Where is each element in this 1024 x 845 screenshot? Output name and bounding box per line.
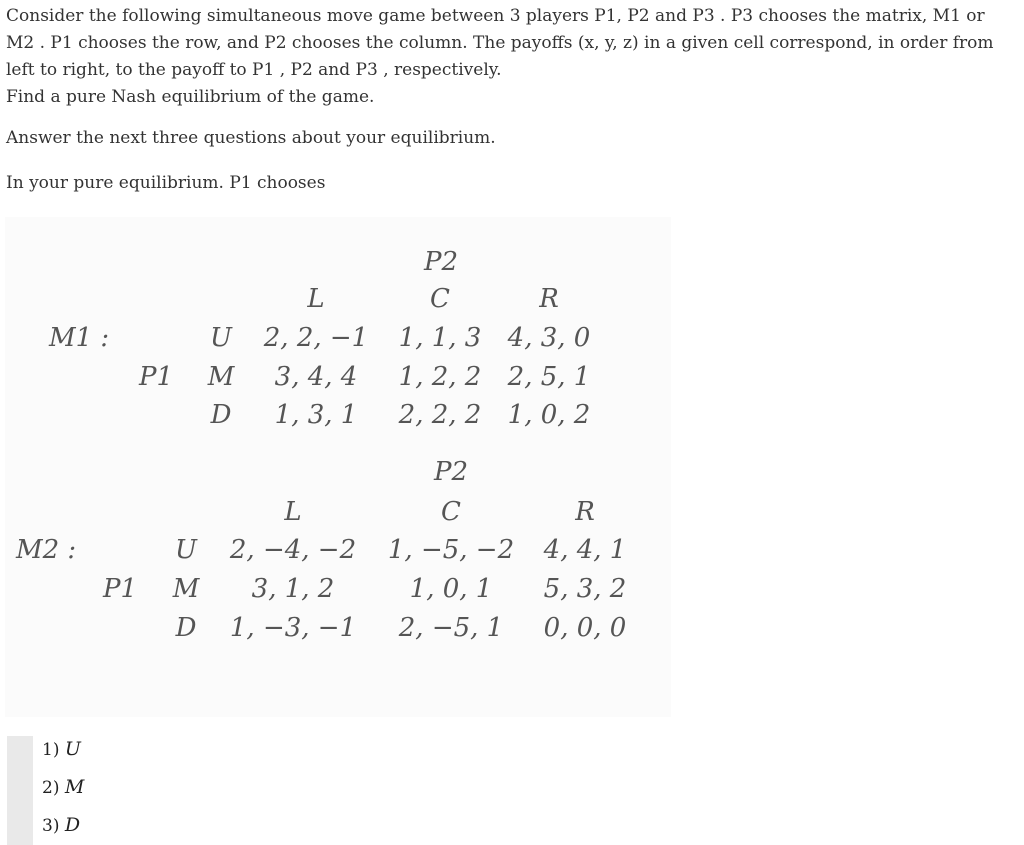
question-paragraph: Consider the following simultaneous move game between 3 players P1, P2 and P3 . P3 chooses the matrix, M1 or M2 . P1 chooses the row, and P2 chooses the column. The payoffs (x, y, z) in a given cell correspond, in order from left to right, to the payoff to P1 , P2 and P3 , respectively. <box>6 6 994 80</box>
m2-row-label-d: D <box>175 613 197 643</box>
choice-option[interactable] <box>42 776 84 798</box>
m2-cell-m-l: 3, 1, 2 <box>251 574 335 604</box>
m2-cell-m-c: 1, 0, 1 <box>409 574 493 604</box>
m1-cell-u-r: 4, 3, 0 <box>507 323 591 353</box>
choice-option[interactable] <box>42 814 80 836</box>
choice-number: 3) <box>42 816 60 836</box>
m2-cell-u-l: 2, −4, −2 <box>229 535 357 565</box>
m1-cell-m-l: 3, 4, 4 <box>274 362 358 392</box>
m1-row-player-label: P1 <box>139 362 174 392</box>
choice-value: M <box>64 776 85 798</box>
m1-cell-m-r: 2, 5, 1 <box>507 362 591 392</box>
m2-cell-m-r: 5, 3, 2 <box>543 574 627 604</box>
answer-instruction: Answer the next three questions about your equilibrium. <box>6 128 496 148</box>
m2-col-header-r: R <box>575 497 595 527</box>
question-instruction: Find a pure Nash equilibrium of the game. <box>6 87 375 107</box>
m1-col-header-r: R <box>539 284 559 314</box>
m1-cell-d-c: 2, 2, 2 <box>398 400 482 430</box>
m1-cell-u-l: 2, 2, −1 <box>263 323 369 353</box>
m1-row-label-d: D <box>210 400 232 430</box>
m2-matrix-label: M2 : <box>16 535 77 565</box>
m2-row-label-u: U <box>175 535 197 565</box>
m2-col-header-c: C <box>441 497 461 527</box>
choice-number: 2) <box>42 778 60 798</box>
m1-cell-u-c: 1, 1, 3 <box>398 323 482 353</box>
sub-question-prompt: In your pure equilibrium. P1 chooses <box>6 173 326 193</box>
payoff-matrices-figure <box>5 217 671 717</box>
m2-cell-u-c: 1, −5, −2 <box>387 535 515 565</box>
m2-cell-d-c: 2, −5, 1 <box>398 613 504 643</box>
m2-cell-d-l: 1, −3, −1 <box>229 613 357 643</box>
m2-column-player-label: P2 <box>433 457 469 487</box>
m1-row-label-m: M <box>207 362 235 392</box>
m1-matrix-label: M1 : <box>49 323 110 353</box>
m1-column-player-label: P2 <box>423 247 459 277</box>
choice-number: 1) <box>42 740 60 760</box>
m1-cell-m-c: 1, 2, 2 <box>398 362 482 392</box>
m1-row-label-u: U <box>210 323 232 353</box>
choice-value: U <box>64 738 81 760</box>
m1-col-header-l: L <box>307 284 325 314</box>
choice-option[interactable] <box>42 738 81 760</box>
m2-row-label-m: M <box>172 574 200 604</box>
m2-col-header-l: L <box>284 497 302 527</box>
m1-cell-d-r: 1, 0, 2 <box>507 400 591 430</box>
question-text <box>6 3 1018 111</box>
m1-cell-d-l: 1, 3, 1 <box>274 400 358 430</box>
choice-value: D <box>64 814 81 836</box>
answer-choices <box>7 736 407 845</box>
m2-cell-u-r: 4, 4, 1 <box>543 535 627 565</box>
m2-cell-d-r: 0, 0, 0 <box>543 613 627 643</box>
choices-side-bar <box>7 736 33 845</box>
m2-row-player-label: P1 <box>103 574 138 604</box>
m1-col-header-c: C <box>430 284 450 314</box>
